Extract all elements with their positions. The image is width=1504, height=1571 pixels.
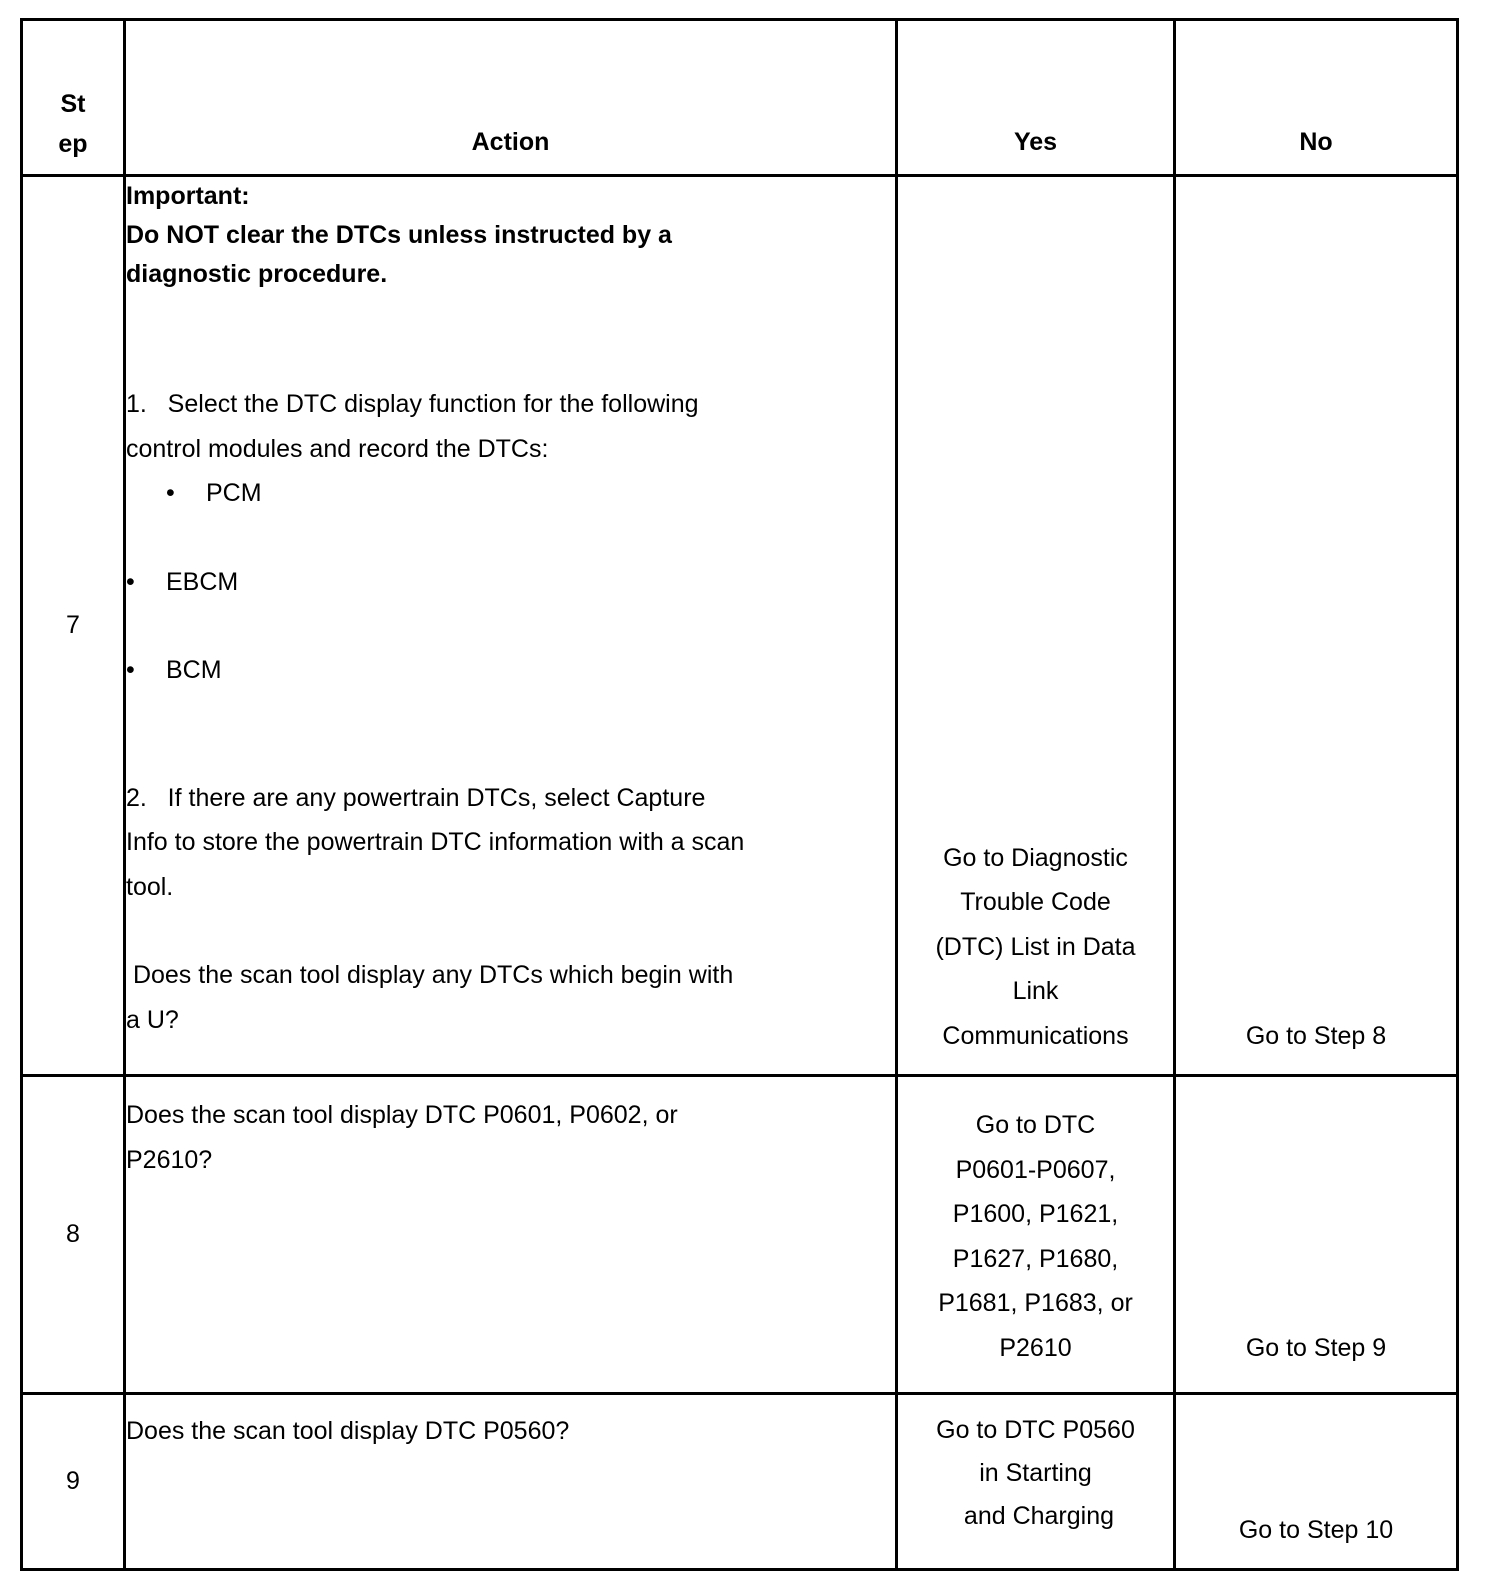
question-cont: a U? bbox=[126, 1005, 179, 1034]
list-item: • BCM bbox=[126, 648, 895, 693]
header-yes: Yes bbox=[897, 20, 1175, 176]
step-number: 9 bbox=[22, 1394, 125, 1570]
action-cell: Does the scan tool display DTC P0601, P0602, or P2610? bbox=[125, 1076, 897, 1394]
no-cell: Go to Step 10 bbox=[1175, 1394, 1458, 1570]
no-cell: Go to Step 9 bbox=[1175, 1076, 1458, 1394]
header-step: St ep bbox=[22, 20, 125, 176]
important-note bbox=[126, 177, 895, 294]
action-cell bbox=[125, 176, 897, 1076]
question: Does the scan tool display any DTCs which begin with bbox=[126, 961, 734, 989]
important-label: Important: bbox=[126, 182, 250, 210]
bullet-icon: • bbox=[126, 567, 135, 596]
header-row bbox=[22, 20, 1458, 176]
instruction-step-1: 1. Select the DTC display function for the following bbox=[126, 390, 699, 418]
list-item: • EBCM bbox=[126, 560, 895, 605]
table-row bbox=[22, 1394, 1458, 1570]
action-cell: Does the scan tool display DTC P0560? bbox=[125, 1394, 897, 1570]
header-no: No bbox=[1175, 20, 1458, 176]
header-action: Action bbox=[125, 20, 897, 176]
yes-cell: Go to DTC P0601-P0607, P1600, P1621, P1627, P1680, P1681, P1683, or P2610 bbox=[897, 1076, 1175, 1394]
table-row bbox=[22, 1076, 1458, 1394]
yes-cell: Go to DTC P0560 in Starting and Charging bbox=[897, 1394, 1175, 1570]
instruction-step-2-end: tool. bbox=[126, 872, 174, 901]
list-item: • PCM bbox=[126, 471, 895, 516]
instruction-step-2-cont: Info to store the powertrain DTC information with a scan bbox=[126, 828, 745, 856]
important-text: Do NOT clear the DTCs unless instructed by a diagnostic procedure. bbox=[126, 221, 672, 288]
bullet-icon: • bbox=[166, 479, 175, 507]
step-number: 7 bbox=[22, 176, 125, 1076]
bullet-icon: • bbox=[126, 656, 135, 684]
instruction-step-2: 2. If there are any powertrain DTCs, select Capture bbox=[126, 783, 706, 812]
step-number: 8 bbox=[22, 1076, 125, 1394]
diagnostic-table bbox=[20, 18, 1459, 1571]
instruction-step-1-cont: control modules and record the DTCs: bbox=[126, 434, 549, 463]
no-cell: Go to Step 8 bbox=[1175, 176, 1458, 1076]
yes-cell: Go to Diagnostic Trouble Code (DTC) List in Data Link Communications bbox=[897, 176, 1175, 1076]
table-row bbox=[22, 176, 1458, 1076]
